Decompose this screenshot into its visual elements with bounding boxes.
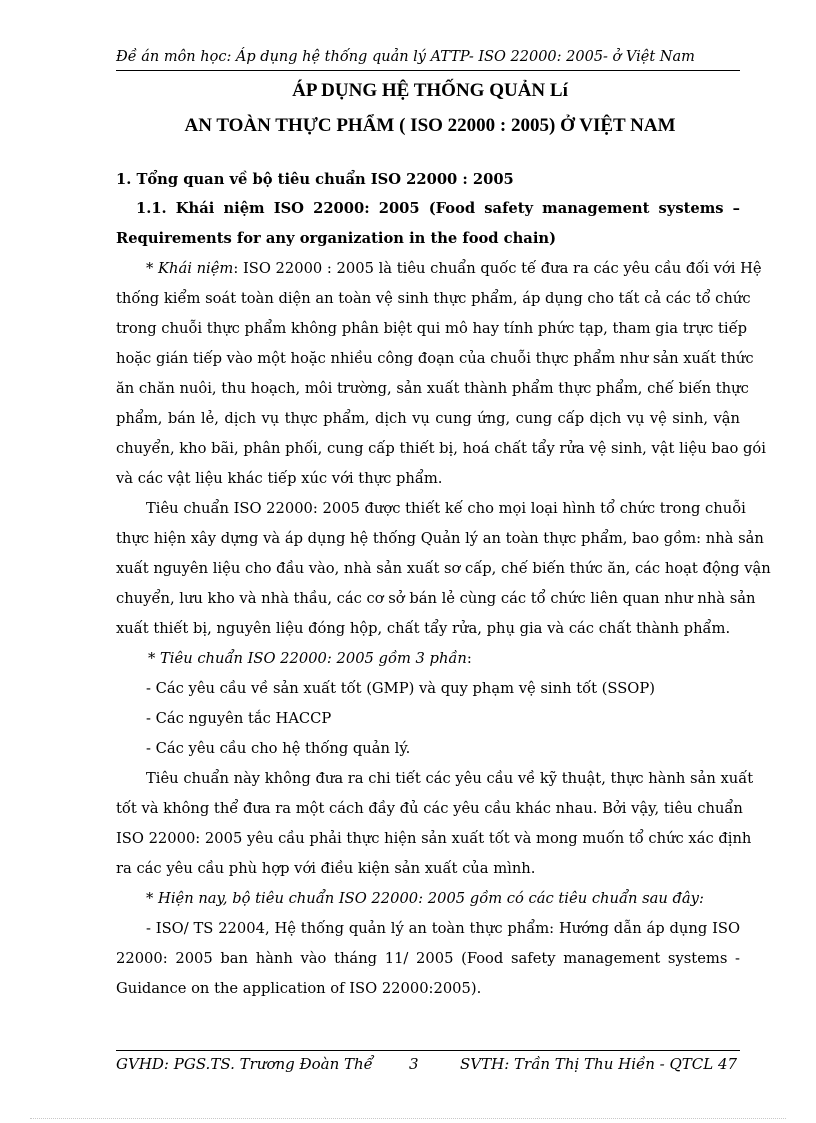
paragraph-1-line-8: và các vật liệu khác tiếp xúc với thực phẩm. — [116, 470, 443, 487]
paragraph-1-line-3: trong chuỗi thực phẩm không phân biệt qui mô hay tính phức tạp, tham gia trực tiếp — [116, 320, 748, 337]
page-bottom-dotted-rule — [30, 1118, 786, 1119]
footer-page-number: 3 — [409, 1055, 419, 1073]
definition-label: * Khái niệm — [146, 260, 234, 277]
paragraph-6-line-2: 22000: 2005 ban hành vào tháng 11/ 2005 (Food safety management systems - — [116, 950, 740, 967]
footer-divider — [116, 1050, 740, 1051]
paragraph-2-line-1: Tiêu chuẩn ISO 22000: 2005 được thiết kế cho mọi loại hình tổ chức trong chuỗi — [146, 500, 746, 517]
paragraph-4-line-4: ra các yêu cầu phù hợp với điều kiện sản xuất của mình. — [116, 860, 536, 877]
list-item: - Các nguyên tắc HACCP — [146, 710, 332, 727]
paragraph-2-line-5: xuất thiết bị, nguyên liệu đóng hộp, chất tẩy rửa, phụ gia và các chất thành phẩm. — [116, 620, 731, 637]
page-header: Đề án môn học: Áp dụng hệ thống quản lý ATTP- ISO 22000: 2005- ở Việt Nam — [116, 46, 740, 71]
paragraph-1-line-1: * Khái niệm: ISO 22000 : 2005 là tiêu chuẩn quốc tế đưa ra các yêu cầu đối với Hệ — [146, 260, 762, 277]
subsection-1-1-heading-line-2: Requirements for any organization in the food chain) — [116, 230, 557, 247]
subsection-1-1-heading-line-1: 1.1. Khái niệm ISO 22000: 2005 (Food safety management systems – — [136, 200, 740, 217]
paragraph-2-line-3: xuất nguyên liệu cho đầu vào, nhà sản xuất sơ cấp, chế biến thức ăn, các hoạt động vận — [116, 560, 771, 577]
paragraph-6-line-1: - ISO/ TS 22004, Hệ thống quản lý an toàn thực phẩm: Hướng dẫn áp dụng ISO — [146, 920, 740, 937]
parts-heading: * Tiêu chuẩn ISO 22000: 2005 gồm 3 phần: — [148, 650, 472, 667]
standards-heading: * Hiện nay, bộ tiêu chuẩn ISO 22000: 2005 gồm có các tiêu chuẩn sau đây: — [146, 890, 704, 907]
paragraph-4-line-1: Tiêu chuẩn này không đưa ra chi tiết các yêu cầu về kỹ thuật, thực hành sản xuất — [146, 770, 754, 787]
title-line-1: ÁP DỤNG HỆ THỐNG QUẢN Lí — [292, 80, 568, 101]
paragraph-1-line-4: hoặc gián tiếp vào một hoặc nhiều công đoạn của chuỗi thực phẩm như sản xuất thức — [116, 350, 754, 367]
paragraph-1-line-2: thống kiểm soát toàn diện an toàn vệ sinh thực phẩm, áp dụng cho tất cả các tổ chức — [116, 290, 751, 307]
list-item: - Các yêu cầu về sản xuất tốt (GMP) và quy phạm vệ sinh tốt (SSOP) — [146, 680, 655, 697]
paragraph-4-line-3: ISO 22000: 2005 yêu cầu phải thực hiện sản xuất tốt và mong muốn tổ chức xác định — [116, 830, 752, 847]
title-line-2: AN TOÀN THỰC PHẨM ( ISO 22000 : 2005) Ở VIỆT NAM — [184, 115, 676, 136]
paragraph-1-line-7: chuyển, kho bãi, phân phối, cung cấp thiết bị, hoá chất tẩy rửa vệ sinh, vật liệu bao gói — [116, 440, 766, 457]
section-1-heading: 1. Tổng quan về bộ tiêu chuẩn ISO 22000 : 2005 — [116, 171, 514, 188]
footer-student: SVTH: Trần Thị Thu Hiền - QTCL 47 — [460, 1055, 738, 1073]
paragraph-1-line-5: ăn chăn nuôi, thu hoạch, môi trường, sản xuất thành phẩm thực phẩm, chế biến thực — [116, 380, 749, 397]
paragraph-1-line-6: phẩm, bán lẻ, dịch vụ thực phẩm, dịch vụ cung ứng, cung cấp dịch vụ vệ sinh, vận — [116, 410, 740, 427]
paragraph-2-line-2: thực hiện xây dựng và áp dụng hệ thống Quản lý an toàn thực phẩm, bao gồm: nhà sản — [116, 530, 764, 547]
list-item: - Các yêu cầu cho hệ thống quản lý. — [146, 740, 411, 757]
paragraph-2-line-4: chuyển, lưu kho và nhà thầu, các cơ sở bán lẻ cùng các tổ chức liên quan như nhà sản — [116, 590, 756, 607]
paragraph-6-line-3: Guidance on the application of ISO 22000:2005). — [116, 980, 482, 997]
paragraph-4-line-2: tốt và không thể đưa ra một cách đầy đủ các yêu cầu khác nhau. Bởi vậy, tiêu chuẩn — [116, 800, 743, 817]
footer-advisor: GVHD: PGS.TS. Trương Đoàn Thể — [116, 1055, 373, 1073]
